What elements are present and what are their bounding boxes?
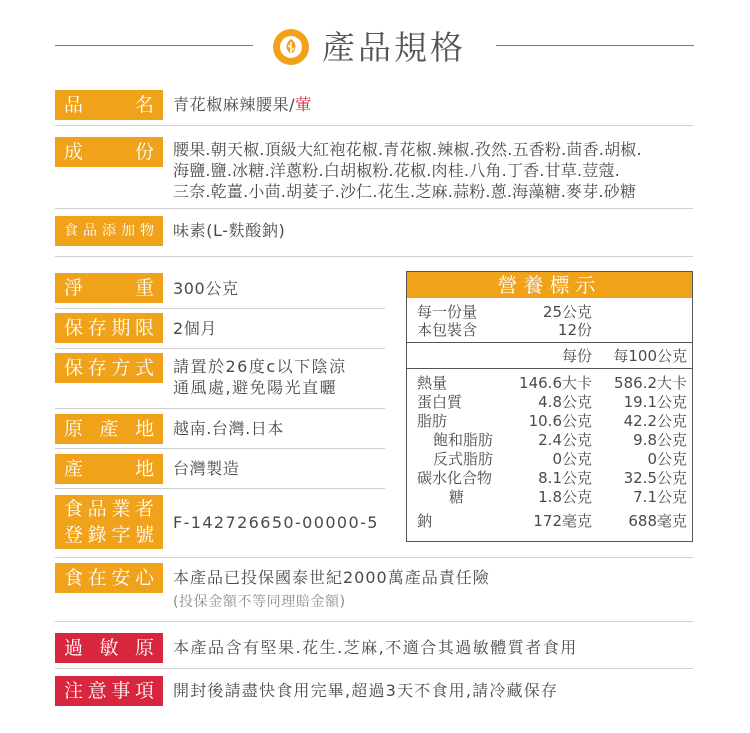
label-product-name: 品名 — [55, 90, 163, 120]
label-made-in: 產地 — [55, 454, 163, 484]
nutrient-per-serving: 4.8公克 — [538, 393, 592, 411]
nutrient-name: 鈉 — [417, 512, 433, 530]
value-insurance: 本產品已投保國泰世紀2000萬產品責任險 — [173, 568, 490, 587]
nutrient-per-serving: 1.8公克 — [538, 488, 592, 506]
separator — [55, 621, 693, 622]
value-allergen: 本產品含有堅果.花生.芝麻,不適合其過敏體質者食用 — [173, 638, 578, 657]
diet-tag: 葷 — [295, 95, 312, 114]
value-additives: 味素(L-麩酸鈉) — [173, 221, 286, 240]
separator — [55, 348, 385, 349]
nutrient-per-serving: 2.4公克 — [538, 431, 592, 449]
nutrient-per-100g: 586.2大卡 — [614, 374, 687, 392]
ingredients-line: 海鹽.鹽.冰糖.洋蔥粉.白胡椒粉.花椒.肉桂.八角.丁香.甘草.荳蔻. — [173, 161, 620, 180]
servings-label: 本包裝含 — [417, 321, 478, 339]
label-storage: 保存方式 — [55, 353, 163, 383]
nutrient-per-serving: 0公克 — [552, 450, 592, 468]
header-rule-left — [55, 45, 253, 46]
registration-label-line: 登錄字號 — [64, 524, 154, 546]
separator — [55, 488, 385, 489]
nutrition-title: 營養標示 — [407, 272, 692, 298]
value-shelf-life: 2個月 — [173, 319, 217, 338]
col-per-100g: 每100公克 — [613, 347, 687, 365]
nutrient-per-serving: 146.6大卡 — [519, 374, 592, 392]
value-storage — [173, 356, 347, 398]
nutrient-name: 糖 — [449, 488, 465, 506]
leaf-badge-icon — [273, 29, 309, 65]
label-shelf-life: 保存期限 — [55, 313, 163, 343]
nutrient-per-serving: 172毫克 — [533, 512, 592, 530]
nutrition-rule — [407, 368, 692, 369]
value-origin: 越南.台灣.日本 — [173, 419, 284, 438]
nutrient-per-100g: 9.8公克 — [633, 431, 687, 449]
separator — [55, 557, 693, 558]
serving-value: 25公克 — [542, 303, 592, 321]
storage-line: 通風處,避免陽光直曬 — [173, 378, 338, 397]
header-rule-right — [496, 45, 694, 46]
nutrient-per-100g: 0公克 — [647, 450, 687, 468]
nutrient-name: 蛋白質 — [417, 393, 463, 411]
nutrition-rule — [407, 342, 692, 343]
separator — [55, 256, 693, 257]
label-registration — [55, 495, 163, 549]
registration-label-line: 食品業者 — [64, 498, 154, 520]
label-origin: 原產地 — [55, 414, 163, 444]
ingredients-line: 腰果.朝天椒.頂級大紅袍花椒.青花椒.辣椒.孜然.五香粉.茴香.胡椒. — [173, 140, 642, 159]
nutrient-per-100g: 688毫克 — [628, 512, 687, 530]
nutrient-name: 飽和脂肪 — [433, 431, 494, 449]
label-caution: 注意事項 — [55, 676, 163, 706]
separator — [55, 125, 693, 126]
value-caution: 開封後請盡快食用完畢,超過3天不食用,請冷藏保存 — [173, 681, 559, 700]
insurance-note: (投保金額不等同理賠金額) — [173, 594, 346, 610]
product-name-text: 青花椒麻辣腰果/ — [173, 95, 296, 114]
serving-label: 每一份量 — [417, 303, 478, 321]
servings-value: 12份 — [557, 321, 592, 339]
col-per-serving: 每份 — [561, 347, 592, 365]
nutrient-per-100g: 7.1公克 — [633, 488, 687, 506]
nutrient-per-100g: 42.2公克 — [623, 412, 687, 430]
separator — [55, 448, 385, 449]
separator — [55, 308, 385, 309]
separator — [55, 668, 693, 669]
value-net-weight: 300公克 — [173, 279, 239, 298]
value-product-name — [173, 94, 312, 115]
separator — [55, 408, 385, 409]
value-ingredients — [173, 139, 642, 202]
value-registration: F-142726650-00000-5 — [173, 513, 379, 532]
nutrient-name: 碳水化合物 — [417, 469, 493, 487]
label-ingredients: 成份 — [55, 137, 163, 167]
label-net-weight: 淨重 — [55, 273, 163, 303]
page-title: 產品規格 — [322, 28, 466, 67]
label-insurance: 食在安心 — [55, 563, 163, 593]
separator — [55, 208, 693, 209]
nutrition-table — [406, 271, 693, 542]
value-made-in: 台灣製造 — [173, 459, 240, 478]
label-allergen: 過敏原 — [55, 633, 163, 663]
nutrient-per-100g: 19.1公克 — [623, 393, 687, 411]
nutrient-name: 脂肪 — [417, 412, 448, 430]
nutrient-per-100g: 32.5公克 — [623, 469, 687, 487]
nutrient-per-serving: 8.1公克 — [538, 469, 592, 487]
nutrient-name: 熱量 — [417, 374, 448, 392]
storage-line: 請置於26度c以下陰涼 — [173, 357, 347, 376]
label-additives: 食品添加物 — [55, 216, 163, 246]
nutrient-per-serving: 10.6公克 — [528, 412, 592, 430]
ingredients-line: 三奈.乾薑.小茴.胡荽子.沙仁.花生.芝麻.蒜粉.蔥.海藻糖.麥芽.砂糖 — [173, 182, 637, 201]
nutrient-name: 反式脂肪 — [433, 450, 494, 468]
